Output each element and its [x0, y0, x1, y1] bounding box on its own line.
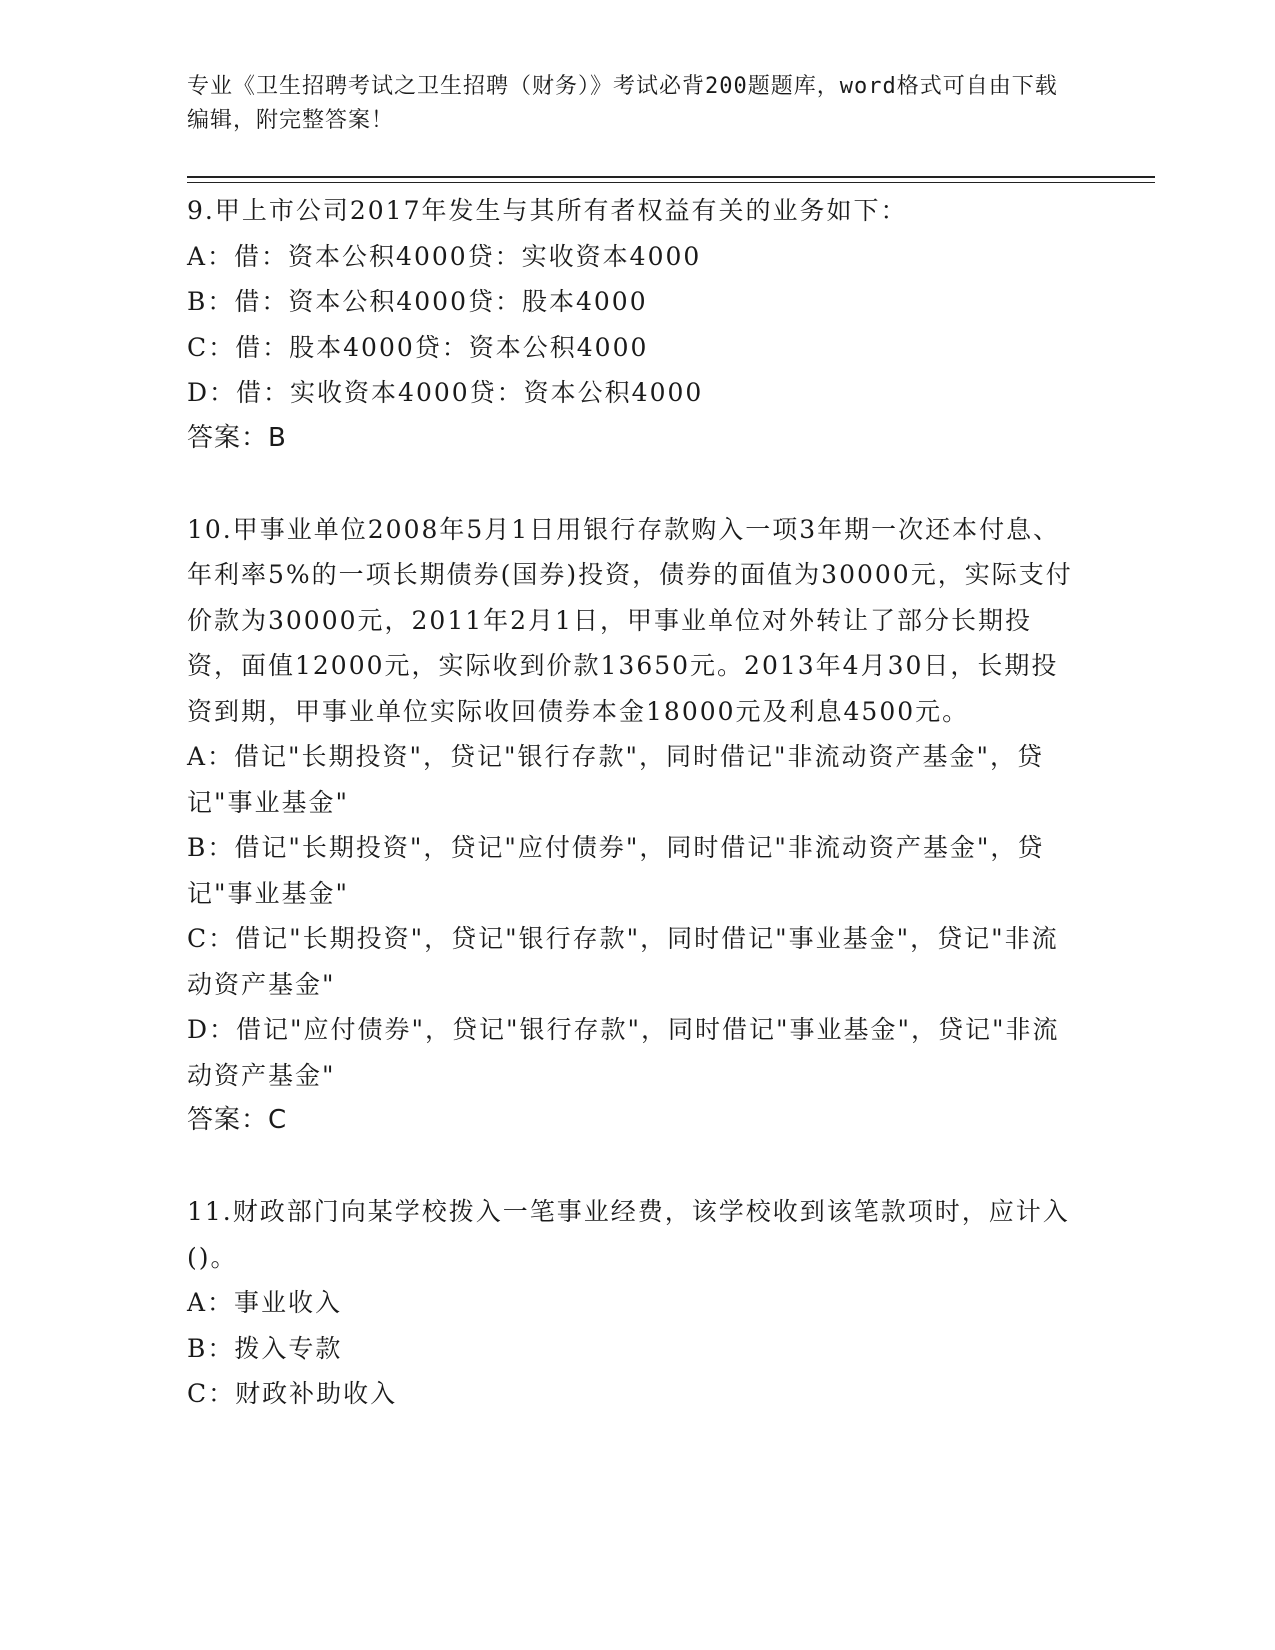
option-c: C：借：股本4000贷：资本公积4000	[187, 332, 649, 362]
spacer	[187, 1144, 1077, 1190]
question-9	[187, 188, 1077, 461]
header-divider-thick	[187, 176, 1155, 178]
option-b: B：拨入专款	[187, 1333, 343, 1363]
questions-content	[187, 188, 1077, 1417]
option-a: A：借：资本公积4000贷：实收资本4000	[187, 241, 702, 271]
spacer	[187, 461, 1077, 507]
option-c: C：财政补助收入	[187, 1379, 398, 1408]
question-stem: 10.甲事业单位2008年5月1日用银行存款购入一项3年期一次还本付息、年利率5%的一项长期债券(国券)投资，债券的面值为30000元，实际支付价款为30000元，2011年2月1日，甲事业单位对外转让了部分长期投资，面值12000元，实际收到价款13650元。2013年4月30日，长期投资到期，甲事业单位实际收回债券本金18000元及利息4500元。	[187, 514, 1073, 726]
answer: 答案：C	[187, 1105, 288, 1135]
option-a: A：借记"长期投资"，贷记"银行存款"，同时借记"非流动资产基金"，贷记"事业基金"	[187, 742, 1045, 817]
option-c: C：借记"长期投资"，贷记"银行存款"，同时借记"事业基金"，贷记"非流动资产基金"	[187, 924, 1059, 999]
option-d: D：借：实收资本4000贷：资本公积4000	[187, 378, 704, 407]
header-divider-thin	[187, 182, 1155, 183]
question-stem: 9.甲上市公司2017年发生与其所有者权益有关的业务如下：	[187, 196, 908, 225]
option-b: B：借：资本公积4000贷：股本4000	[187, 287, 648, 316]
document-header: 专业《卫生招聘考试之卫生招聘（财务）》考试必背200题题库，word格式可自由下载编辑，附完整答案！	[187, 74, 1058, 133]
question-11	[187, 1189, 1077, 1417]
question-10	[187, 507, 1077, 1144]
option-d: D：借记"应付债券"，贷记"银行存款"，同时借记"事业基金"，贷记"非流动资产基金"	[187, 1015, 1060, 1090]
option-b: B：借记"长期投资"，贷记"应付债券"，同时借记"非流动资产基金"，贷记"事业基金"	[187, 833, 1045, 908]
option-a: A：事业收入	[187, 1288, 343, 1317]
question-stem: 11.财政部门向某学校拨入一笔事业经费，该学校收到该笔款项时，应计入()。	[187, 1197, 1070, 1272]
answer: 答案：B	[187, 422, 287, 453]
